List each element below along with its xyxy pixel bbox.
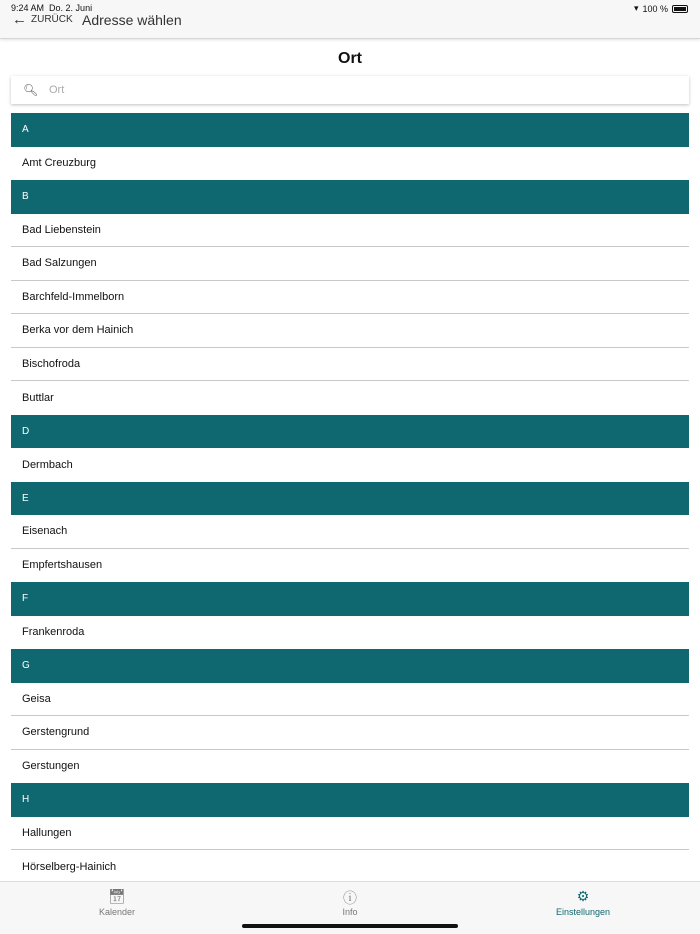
tab-einstellungen[interactable]	[523, 888, 643, 917]
list-item[interactable]: Gerstengrund	[11, 716, 689, 750]
tab-label: Info	[342, 907, 358, 917]
gear-icon: ⚙	[576, 888, 590, 904]
list-item[interactable]: Buttlar	[11, 381, 689, 415]
section-header-e: E	[11, 482, 689, 516]
back-button[interactable]	[12, 12, 73, 27]
list-item[interactable]: Bad Liebenstein	[11, 214, 689, 248]
time: 9:24 AM	[11, 3, 45, 13]
tab-info[interactable]	[290, 888, 410, 917]
list-item[interactable]: Hörselberg-Hainich	[11, 850, 689, 884]
date: Do. 2. Juni	[49, 3, 93, 13]
home-indicator	[242, 924, 458, 928]
section-header-f: F	[11, 582, 689, 616]
list-item[interactable]: Frankenroda	[11, 616, 689, 650]
list-item[interactable]: Eisenach	[11, 515, 689, 549]
place-list[interactable]	[11, 113, 689, 884]
battery-icon	[672, 5, 688, 13]
nav-title: Adresse wählen	[82, 12, 182, 28]
section-header-a: A	[11, 113, 689, 147]
battery-percent: 100 %	[642, 3, 668, 14]
back-label: ZURÜCK	[31, 14, 73, 25]
list-item[interactable]: Hallungen	[11, 817, 689, 851]
search-input[interactable]	[49, 84, 689, 96]
calendar-icon: 📅︎	[108, 888, 126, 904]
list-item[interactable]: Geisa	[11, 683, 689, 717]
info-icon: ⓘ	[343, 890, 357, 906]
wifi-icon: ▾	[633, 3, 639, 13]
section-header-h: H	[11, 783, 689, 817]
list-item[interactable]: Bischofroda	[11, 348, 689, 382]
top-bar	[0, 0, 700, 39]
list-item[interactable]: Berka vor dem Hainich	[11, 314, 689, 348]
status-right	[634, 3, 688, 14]
search-icon: 🔍︎	[23, 83, 39, 97]
list-item[interactable]: Amt Creuzburg	[11, 147, 689, 181]
section-header-g: G	[11, 649, 689, 683]
page-title: Ort	[338, 50, 362, 67]
tab-kalender[interactable]	[57, 888, 177, 917]
list-item[interactable]: Barchfeld-Immelborn	[11, 281, 689, 315]
section-header-b: B	[11, 180, 689, 214]
tab-label: Kalender	[98, 907, 136, 917]
list-item[interactable]: Gerstungen	[11, 750, 689, 784]
search-bar	[11, 76, 689, 104]
list-item[interactable]: Bad Salzungen	[11, 247, 689, 281]
arrow-left-icon: ←	[12, 11, 27, 28]
section-header-d: D	[11, 415, 689, 449]
list-item[interactable]: Empfertshausen	[11, 549, 689, 583]
tab-label: Einstellungen	[555, 907, 611, 917]
list-item[interactable]: Dermbach	[11, 448, 689, 482]
